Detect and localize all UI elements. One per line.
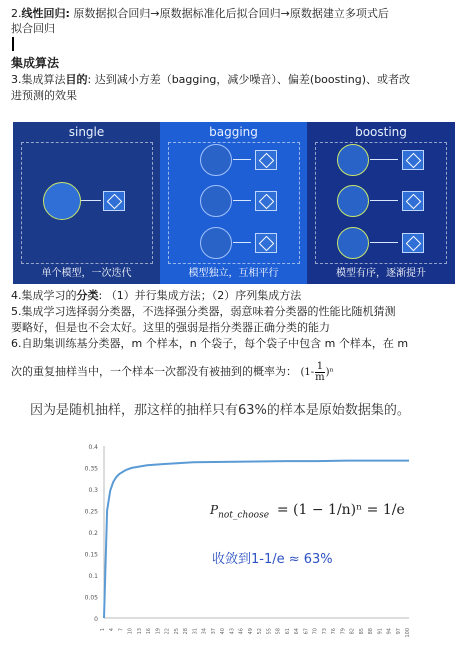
series-line bbox=[104, 461, 409, 618]
x-tick-label: 10 bbox=[127, 628, 134, 635]
y-tick-label: 0.35 bbox=[84, 465, 98, 473]
panel-title: single bbox=[68, 125, 105, 139]
data-sample-ball bbox=[43, 182, 81, 220]
x-tick-label: 31 bbox=[192, 628, 199, 635]
x-tick-label: 1 bbox=[100, 628, 106, 632]
model-icon bbox=[402, 191, 424, 211]
x-tick-label: 91 bbox=[377, 628, 384, 635]
data-sample-ball bbox=[337, 144, 369, 176]
line-linear-regression-cont: 拟合回归 bbox=[11, 22, 55, 35]
line-ensemble-purpose: 3.集成算法目的: 达到减小方差（bagging，减少噪音）、偏差(boosting)、或者改 bbox=[11, 73, 410, 86]
y-tick-label: 0.25 bbox=[84, 508, 98, 516]
x-tick-label: 25 bbox=[173, 628, 180, 635]
data-sample-ball bbox=[337, 227, 369, 259]
not-choose-formula: $P_{not\_choose} = (1 - 1/n)^n = 1/e$ bbox=[210, 502, 405, 521]
data-sample-ball bbox=[200, 144, 232, 176]
line-bootstrap-cont: 次的重复抽样当中，一个样本一次都没有被抽到的概率为： (1- $\frac{1}{m}$ )ⁿ bbox=[11, 361, 334, 383]
y-tick-label: 0.1 bbox=[88, 573, 98, 580]
panel-caption: 单个模型，一次迭代 bbox=[41, 268, 132, 279]
x-tick-label: 13 bbox=[136, 628, 143, 635]
x-tick-label: 7 bbox=[118, 628, 125, 632]
convergence-label: 收敛到1-1/e ≈ 63% bbox=[212, 552, 333, 567]
x-tick-label: 88 bbox=[368, 628, 375, 635]
text-cursor bbox=[12, 37, 14, 51]
panel-frame bbox=[21, 142, 153, 264]
y-tick-label: 0.3 bbox=[88, 487, 98, 494]
y-tick-label: 0.4 bbox=[88, 444, 98, 451]
probability-chart bbox=[60, 438, 425, 640]
arrow bbox=[370, 159, 398, 160]
heading-ensemble: 集成算法 bbox=[11, 56, 60, 70]
line-ensemble-types: 4.集成学习的分类: （1）并行集成方法；（2）序列集成方法 bbox=[11, 289, 302, 302]
x-tick-label: 22 bbox=[164, 628, 171, 635]
arrow bbox=[233, 159, 251, 160]
x-tick-label: 43 bbox=[229, 628, 236, 635]
x-tick-label: 79 bbox=[340, 628, 347, 635]
x-tick-label: 85 bbox=[358, 628, 365, 635]
line-bootstrap: 6.自助集训练基分类器，m 个样本，n 个袋子，每个袋子中包含 m 个样本，在 m bbox=[11, 337, 409, 350]
data-sample-ball bbox=[200, 227, 232, 259]
x-tick-label: 40 bbox=[220, 628, 227, 635]
y-tick-label: 0.2 bbox=[88, 530, 98, 537]
x-tick-label: 94 bbox=[386, 628, 393, 635]
x-tick-label: 97 bbox=[395, 628, 402, 635]
x-tick-label: 46 bbox=[238, 628, 245, 635]
x-tick-label: 100 bbox=[405, 628, 411, 638]
x-tick-label: 55 bbox=[266, 628, 273, 635]
x-tick-label: 52 bbox=[257, 628, 264, 635]
panel-boosting bbox=[307, 122, 455, 284]
x-tick-label: 67 bbox=[303, 628, 310, 635]
x-tick-label: 76 bbox=[331, 628, 338, 635]
arrow bbox=[233, 242, 251, 243]
arrow bbox=[370, 242, 398, 243]
inline-formula: (1- $\frac{1}{m}$ )ⁿ bbox=[300, 361, 334, 383]
line-linear-regression: 2.线性回归: 原数据拟合回归→原数据标准化后拟合回归→原数据建立多项式后 bbox=[11, 7, 389, 20]
model-icon bbox=[402, 233, 424, 253]
x-tick-label: 64 bbox=[294, 628, 301, 635]
arrow bbox=[233, 200, 251, 201]
panel-frame bbox=[315, 142, 447, 264]
model-icon bbox=[255, 150, 277, 170]
x-tick-label: 73 bbox=[321, 628, 328, 635]
line-ensemble-purpose-cont: 进预测的效果 bbox=[11, 89, 77, 102]
x-tick-label: 28 bbox=[183, 628, 190, 635]
x-tick-label: 82 bbox=[349, 628, 356, 635]
x-tick-label: 37 bbox=[210, 628, 217, 635]
line-weak-classifier-cont: 要略好，但是也不会太好。这里的强弱是指分类器正确分类的能力 bbox=[11, 321, 330, 334]
line-weak-classifier: 5.集成学习选择弱分类器，不选择强分类器，弱意味着分类器的性能比随机猜测 bbox=[11, 305, 396, 318]
x-tick-label: 58 bbox=[275, 628, 282, 635]
y-tick-label: 0.05 bbox=[84, 594, 98, 602]
panel-frame bbox=[168, 142, 300, 264]
model-icon bbox=[402, 150, 424, 170]
x-tick-label: 16 bbox=[146, 628, 153, 635]
arrow bbox=[81, 200, 101, 201]
x-tick-label: 4 bbox=[109, 628, 116, 632]
model-icon bbox=[103, 191, 125, 211]
arrow bbox=[370, 200, 398, 201]
x-tick-label: 49 bbox=[247, 628, 254, 635]
chart-caption: 因为是随机抽样，那这样的抽样只有63%的样本是原始数据集的。 bbox=[30, 403, 410, 418]
model-icon bbox=[255, 233, 277, 253]
data-sample-ball bbox=[337, 185, 369, 217]
panel-bagging bbox=[160, 122, 307, 284]
panel-caption: 模型独立，互相平行 bbox=[188, 268, 279, 279]
panel-single bbox=[13, 122, 160, 284]
data-sample-ball bbox=[200, 185, 232, 217]
x-tick-label: 61 bbox=[284, 628, 291, 635]
y-tick-label: 0.15 bbox=[84, 551, 98, 559]
model-icon bbox=[255, 191, 277, 211]
panel-caption: 模型有序，逐渐提升 bbox=[336, 268, 426, 279]
panel-title: bagging bbox=[209, 125, 258, 139]
x-tick-label: 34 bbox=[201, 628, 208, 635]
x-tick-label: 19 bbox=[155, 628, 162, 635]
x-tick-label: 70 bbox=[312, 628, 319, 635]
panel-title: boosting bbox=[355, 125, 407, 139]
y-tick-label: 0 bbox=[94, 616, 98, 623]
